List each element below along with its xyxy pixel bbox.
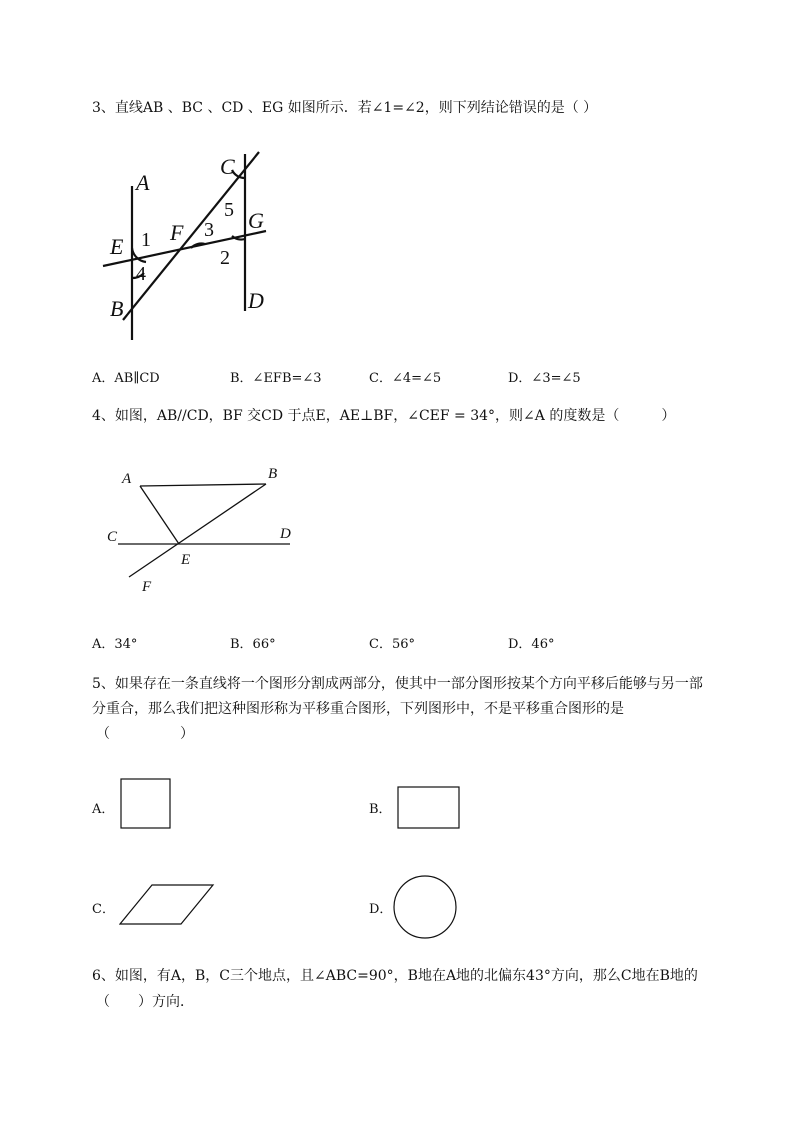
q5-option-a[interactable]: A． [92, 802, 115, 817]
circle-shape [392, 874, 458, 940]
q3-option-a[interactable]: A．AB∥CD [92, 371, 160, 386]
q6-stem-line2: （ ）方向． [96, 994, 194, 1010]
q3-option-d[interactable]: D．∠3=∠5 [508, 371, 581, 386]
label-a: A [136, 170, 150, 195]
q5-option-c[interactable]: C． [92, 902, 115, 917]
label-d: D [248, 288, 264, 313]
q4-option-d[interactable]: D．46° [508, 637, 555, 652]
label-f: F [142, 579, 152, 595]
q5-stem-line3: （ ） [96, 726, 194, 742]
label-a: A [122, 471, 132, 487]
q4-option-b[interactable]: B．66° [230, 637, 276, 652]
angle-3: 3 [204, 219, 214, 241]
label-b: B [268, 466, 278, 482]
angle-1: 1 [141, 229, 151, 251]
q5-stem-line2: 分重合，那么我们把这种图形称为平移重合图形，下列图形中，不是平移重合图形的是 [92, 701, 624, 717]
q4-figure [100, 460, 300, 600]
q3-stem: 3、直线AB 、BC 、CD 、EG 如图所示．若∠1=∠2，则下列结论错误的是（ ） [92, 100, 598, 116]
label-g: G [248, 208, 264, 233]
label-c: C [107, 529, 118, 545]
q5-option-d[interactable]: D． [369, 902, 393, 917]
line-eg [103, 231, 266, 266]
segment-ae [140, 486, 179, 544]
label-c: C [220, 154, 235, 179]
label-e: E [110, 234, 124, 259]
label-d: D [280, 526, 291, 542]
angle-5: 5 [224, 199, 234, 221]
q6-stem-line1: 6、如图，有A，B，C三个地点，且∠ABC=90°，B地在A地的北偏东43°方向，那么C地在B地的 [92, 968, 698, 984]
rectangle-shape [397, 786, 461, 830]
segment-bf [129, 484, 266, 577]
label-f: F [170, 220, 184, 245]
label-e: E [181, 552, 191, 568]
q5-option-b[interactable]: B． [369, 802, 392, 817]
q4-option-a[interactable]: A．34° [92, 637, 138, 652]
segment-ab [140, 484, 266, 486]
q3-option-c[interactable]: C．∠4=∠5 [369, 371, 442, 386]
q3-figure [96, 148, 296, 348]
parallelogram-shape [119, 884, 215, 926]
square-shape [120, 778, 172, 830]
q5-stem-line1: 5、如果存在一条直线将一个图形分割成两部分，使其中一部分图形按某个方向平移后能够与另一部 [92, 676, 703, 692]
q3-option-b[interactable]: B．∠EFB=∠3 [230, 371, 322, 386]
angle-2: 2 [220, 247, 230, 269]
q4-option-c[interactable]: C．56° [369, 637, 415, 652]
angle-4: 4 [136, 263, 146, 285]
q4-stem: 4、如图，AB//CD，BF 交CD 于点E，AE⊥BF，∠CEF = 34°，则∠A 的度数是（ ） [92, 408, 676, 424]
label-b: B [110, 296, 124, 321]
